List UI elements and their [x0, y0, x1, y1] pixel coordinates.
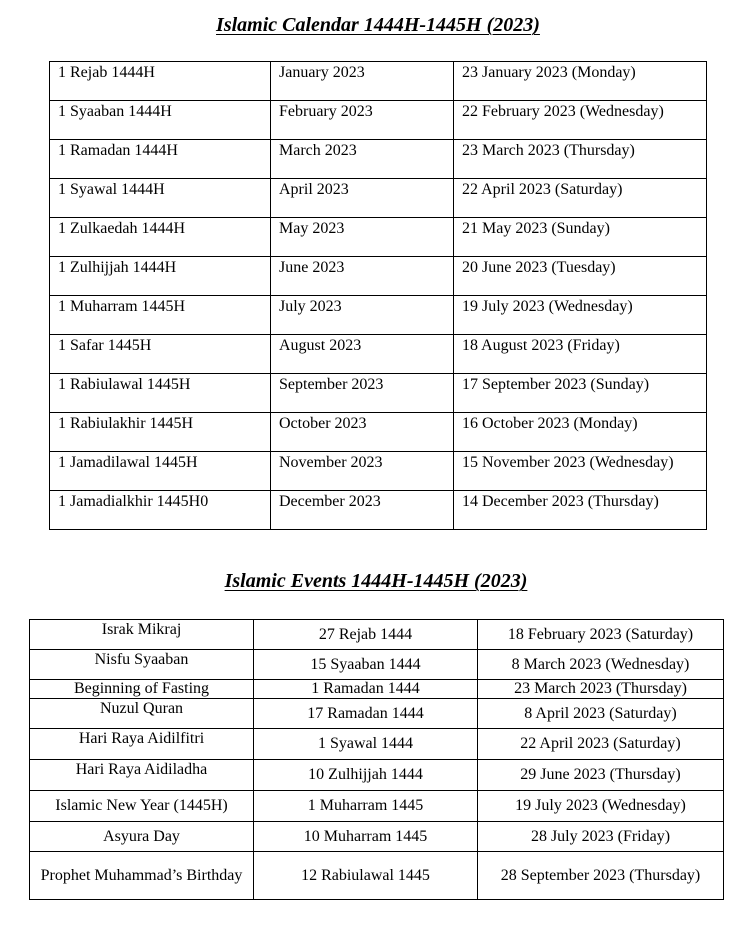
- event-hijri-cell: 10 Muharram 1445: [254, 822, 478, 852]
- gregorian-month-cell: September 2023: [271, 374, 454, 413]
- hijri-month-cell: 1 Rabiulawal 1445H: [50, 374, 271, 413]
- event-name-cell: Hari Raya Aidilfitri: [30, 729, 254, 760]
- hijri-month-cell: 1 Syawal 1444H: [50, 179, 271, 218]
- gregorian-month-cell: July 2023: [271, 296, 454, 335]
- event-date-cell: 19 July 2023 (Wednesday): [478, 791, 724, 822]
- event-hijri-cell: 15 Syaaban 1444: [254, 650, 478, 680]
- start-date-cell: 14 December 2023 (Thursday): [454, 491, 707, 530]
- event-hijri-cell: 1 Ramadan 1444: [254, 680, 478, 699]
- event-name-cell: Asyura Day: [30, 822, 254, 852]
- hijri-month-cell: 1 Syaaban 1444H: [50, 101, 271, 140]
- event-date-cell: 8 April 2023 (Saturday): [478, 699, 724, 729]
- start-date-cell: 15 November 2023 (Wednesday): [454, 452, 707, 491]
- table-row: [30, 699, 724, 729]
- hijri-month-cell: 1 Jamadialkhir 1445H0: [50, 491, 271, 530]
- event-name-cell: Prophet Muhammad’s Birthday: [30, 852, 254, 900]
- table-row: [50, 140, 707, 179]
- gregorian-month-cell: June 2023: [271, 257, 454, 296]
- table-row: [50, 101, 707, 140]
- start-date-cell: 16 October 2023 (Monday): [454, 413, 707, 452]
- event-hijri-cell: 1 Syawal 1444: [254, 729, 478, 760]
- start-date-cell: 22 April 2023 (Saturday): [454, 179, 707, 218]
- gregorian-month-cell: August 2023: [271, 335, 454, 374]
- table-row: [30, 680, 724, 699]
- table-row: [50, 491, 707, 530]
- gregorian-month-cell: November 2023: [271, 452, 454, 491]
- gregorian-month-cell: February 2023: [271, 101, 454, 140]
- hijri-month-cell: 1 Zulkaedah 1444H: [50, 218, 271, 257]
- gregorian-month-cell: April 2023: [271, 179, 454, 218]
- hijri-month-cell: 1 Safar 1445H: [50, 335, 271, 374]
- event-date-cell: 8 March 2023 (Wednesday): [478, 650, 724, 680]
- events-table: [29, 619, 724, 900]
- event-hijri-cell: 17 Ramadan 1444: [254, 699, 478, 729]
- event-date-cell: 28 September 2023 (Thursday): [478, 852, 724, 900]
- event-date-cell: 28 July 2023 (Friday): [478, 822, 724, 852]
- table-row: [50, 218, 707, 257]
- table-row: [30, 852, 724, 900]
- start-date-cell: 23 January 2023 (Monday): [454, 62, 707, 101]
- event-hijri-cell: 12 Rabiulawal 1445: [254, 852, 478, 900]
- hijri-month-cell: 1 Zulhijjah 1444H: [50, 257, 271, 296]
- table-row: [50, 62, 707, 101]
- gregorian-month-cell: January 2023: [271, 62, 454, 101]
- start-date-cell: 20 June 2023 (Tuesday): [454, 257, 707, 296]
- start-date-cell: 23 March 2023 (Thursday): [454, 140, 707, 179]
- table-row: [30, 620, 724, 650]
- table-row: [50, 452, 707, 491]
- event-hijri-cell: 1 Muharram 1445: [254, 791, 478, 822]
- event-name-cell: Nisfu Syaaban: [30, 650, 254, 680]
- event-name-cell: Hari Raya Aidiladha: [30, 760, 254, 791]
- table-row: [50, 257, 707, 296]
- table-row: [30, 760, 724, 791]
- start-date-cell: 19 July 2023 (Wednesday): [454, 296, 707, 335]
- gregorian-month-cell: October 2023: [271, 413, 454, 452]
- table-row: [30, 650, 724, 680]
- table-row: [50, 335, 707, 374]
- event-date-cell: 29 June 2023 (Thursday): [478, 760, 724, 791]
- hijri-month-cell: 1 Jamadilawal 1445H: [50, 452, 271, 491]
- start-date-cell: 21 May 2023 (Sunday): [454, 218, 707, 257]
- start-date-cell: 22 February 2023 (Wednesday): [454, 101, 707, 140]
- hijri-month-cell: 1 Rabiulakhir 1445H: [50, 413, 271, 452]
- event-date-cell: 23 March 2023 (Thursday): [478, 680, 724, 699]
- event-hijri-cell: 27 Rejab 1444: [254, 620, 478, 650]
- event-hijri-cell: 10 Zulhijjah 1444: [254, 760, 478, 791]
- gregorian-month-cell: May 2023: [271, 218, 454, 257]
- event-date-cell: 22 April 2023 (Saturday): [478, 729, 724, 760]
- calendar-title: Islamic Calendar 1444H-1445H (2023): [216, 14, 540, 36]
- event-name-cell: Israk Mikraj: [30, 620, 254, 650]
- hijri-month-cell: 1 Muharram 1445H: [50, 296, 271, 335]
- table-row: [30, 822, 724, 852]
- table-row: [50, 413, 707, 452]
- hijri-month-cell: 1 Ramadan 1444H: [50, 140, 271, 179]
- hijri-month-cell: 1 Rejab 1444H: [50, 62, 271, 101]
- event-date-cell: 18 February 2023 (Saturday): [478, 620, 724, 650]
- gregorian-month-cell: December 2023: [271, 491, 454, 530]
- gregorian-month-cell: March 2023: [271, 140, 454, 179]
- table-row: [50, 179, 707, 218]
- table-row: [30, 791, 724, 822]
- table-row: [50, 296, 707, 335]
- start-date-cell: 18 August 2023 (Friday): [454, 335, 707, 374]
- event-name-cell: Islamic New Year (1445H): [30, 791, 254, 822]
- events-title: Islamic Events 1444H-1445H (2023): [224, 570, 528, 592]
- table-row: [30, 729, 724, 760]
- event-name-cell: Nuzul Quran: [30, 699, 254, 729]
- calendar-table: [49, 61, 707, 530]
- start-date-cell: 17 September 2023 (Sunday): [454, 374, 707, 413]
- event-name-cell: Beginning of Fasting: [30, 680, 254, 699]
- table-row: [50, 374, 707, 413]
